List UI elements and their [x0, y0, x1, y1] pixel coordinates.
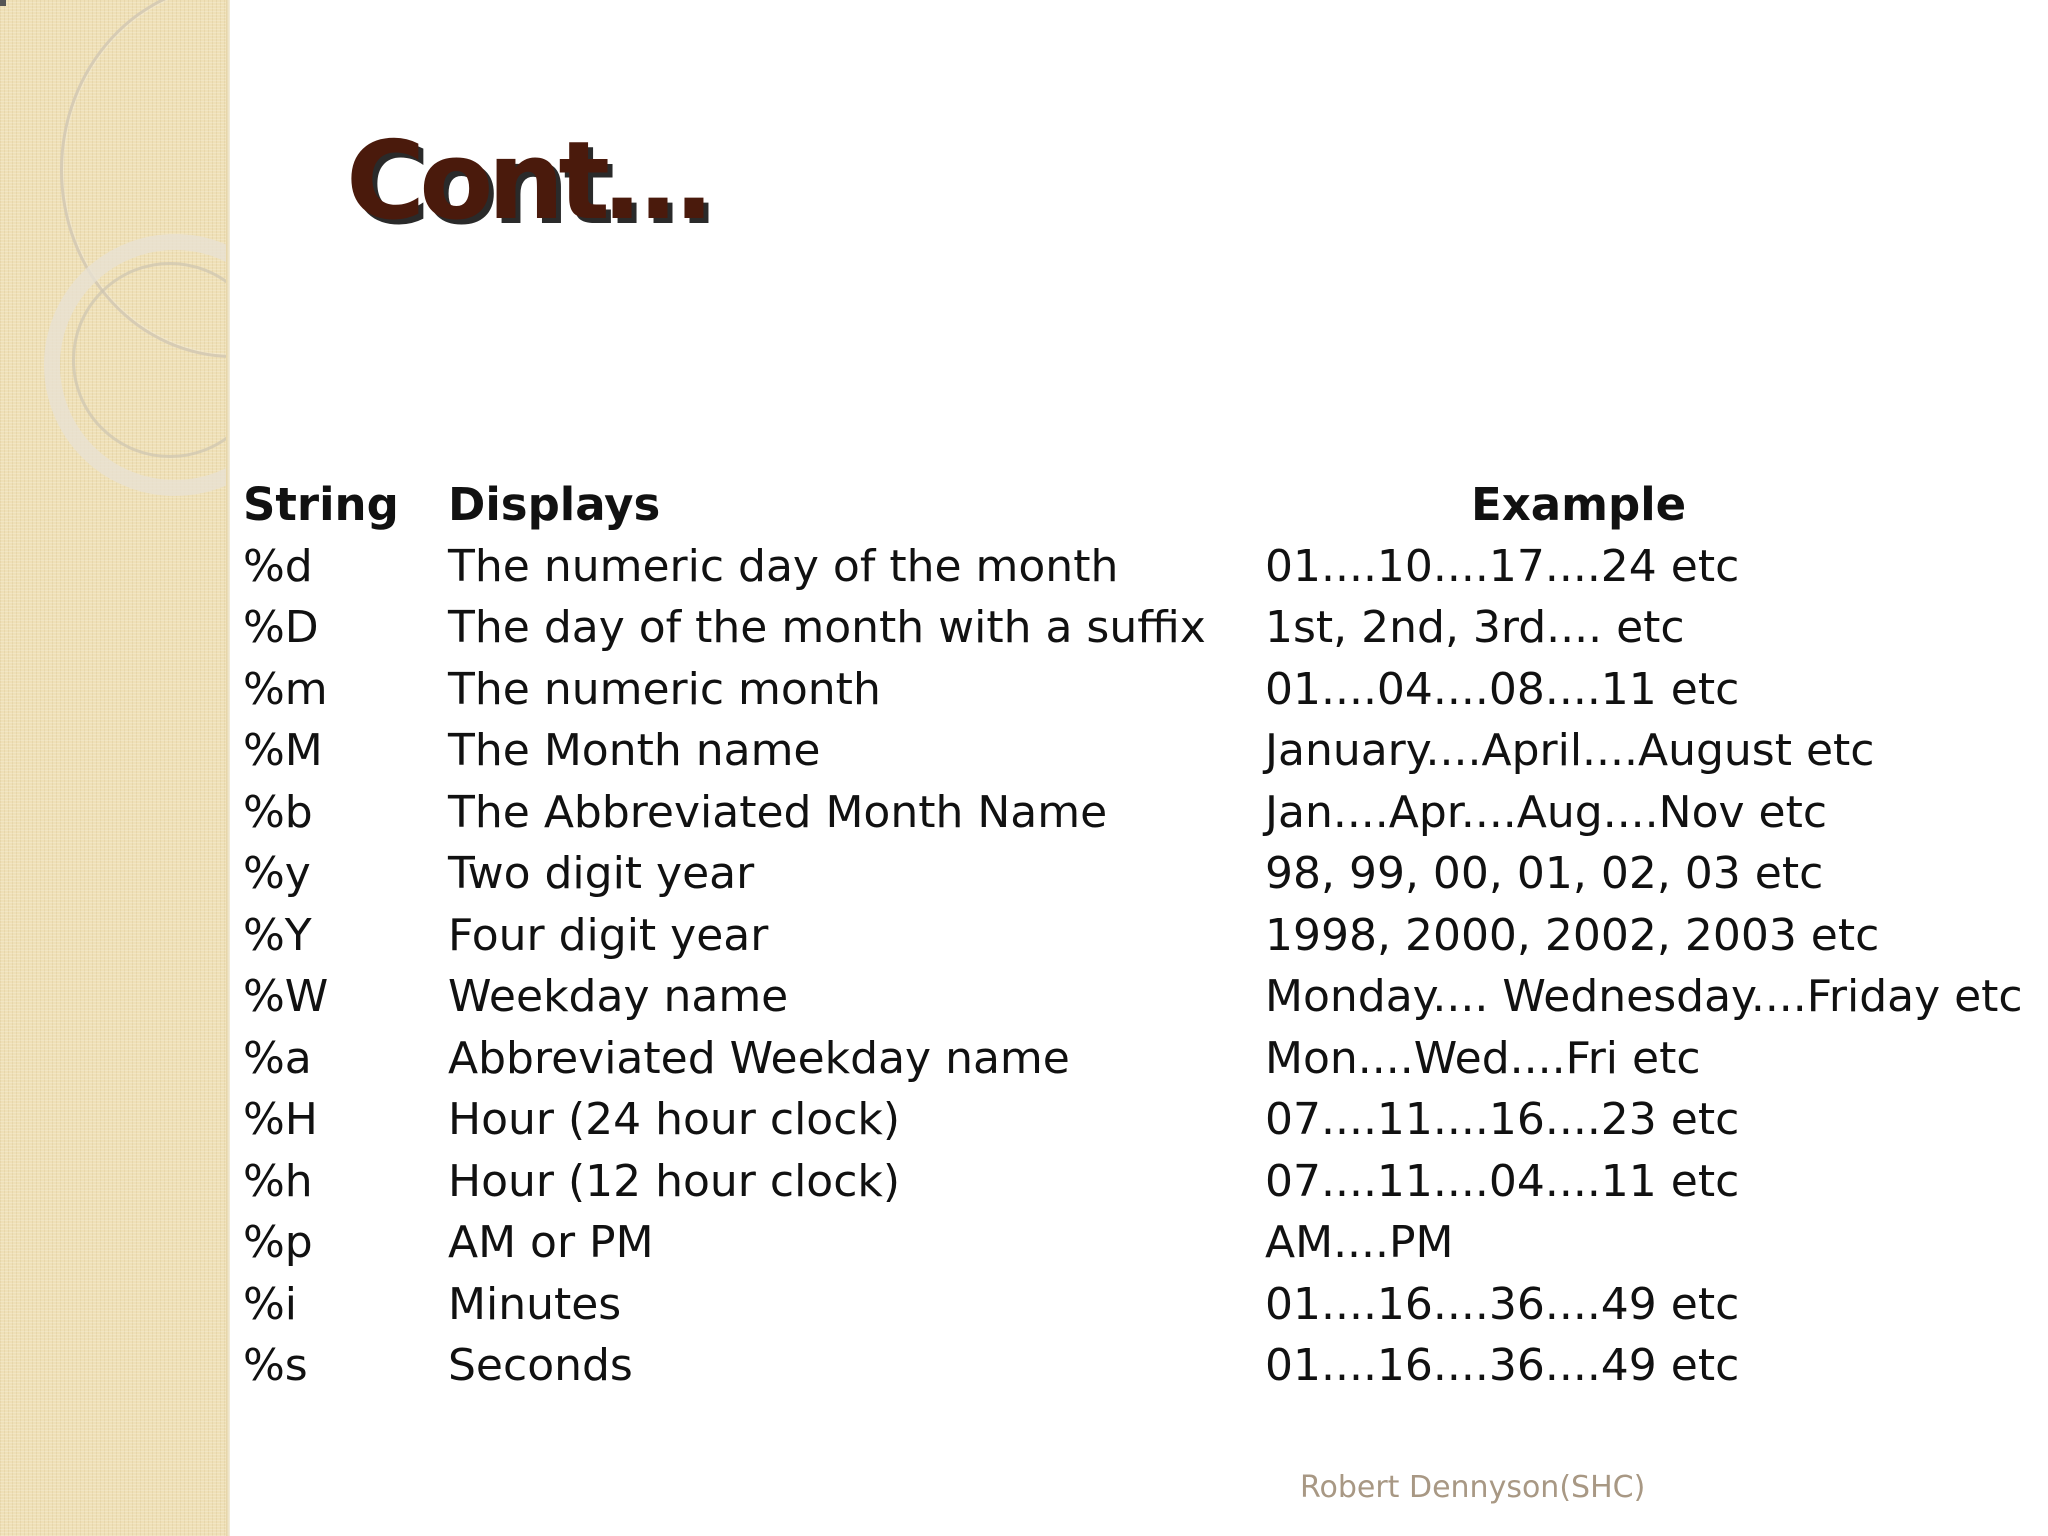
- cell-example: 1st, 2nd, 3rd.... etc: [1265, 602, 1685, 654]
- table-row: [243, 536, 2033, 598]
- cell-displays: The Abbreviated Month Name: [448, 786, 1108, 838]
- cell-example: 98, 99, 00, 01, 02, 03 etc: [1265, 848, 1824, 900]
- cell-displays: Two digit year: [448, 848, 755, 900]
- format-string-table: [243, 474, 2033, 1397]
- corner-mark: [0, 0, 6, 6]
- decorative-sidebar: [0, 0, 229, 1536]
- cell-example: 01....16....36....49 etc: [1265, 1278, 1740, 1330]
- cell-example: 1998, 2000, 2002, 2003 etc: [1265, 909, 1880, 961]
- table-row: [243, 1335, 2033, 1397]
- cell-example: 07....11....04....11 etc: [1265, 1155, 1740, 1207]
- cell-displays: The Month name: [448, 725, 821, 777]
- cell-string: %W: [243, 971, 329, 1023]
- cell-string: %M: [243, 725, 323, 777]
- table-row: [243, 720, 2033, 782]
- table-row: [243, 1151, 2033, 1213]
- cell-example: Mon....Wed....Fri etc: [1265, 1032, 1701, 1084]
- cell-displays: Four digit year: [448, 909, 769, 961]
- cell-example: 07....11....16....23 etc: [1265, 1094, 1740, 1146]
- table-row: [243, 1028, 2033, 1090]
- cell-displays: The numeric day of the month: [448, 540, 1119, 592]
- table-row: [243, 905, 2033, 967]
- cell-example: AM....PM: [1265, 1217, 1454, 1269]
- sidebar-edge: [226, 0, 230, 1536]
- table-row: [243, 1274, 2033, 1336]
- cell-string: %d: [243, 540, 313, 592]
- cell-string: %H: [243, 1094, 318, 1146]
- table-row: [243, 1212, 2033, 1274]
- table-row: [243, 1089, 2033, 1151]
- cell-string: %D: [243, 602, 319, 654]
- cell-string: %b: [243, 786, 313, 838]
- header-example: Example: [1471, 478, 1687, 532]
- cell-string: %i: [243, 1278, 298, 1330]
- cell-displays: The day of the month with a suffix: [448, 602, 1206, 654]
- header-string: String: [243, 478, 399, 532]
- cell-displays: Seconds: [448, 1340, 633, 1392]
- cell-string: %p: [243, 1217, 313, 1269]
- cell-displays: Abbreviated Weekday name: [448, 1032, 1070, 1084]
- slide-title: Cont…: [346, 119, 706, 244]
- cell-displays: Hour (24 hour clock): [448, 1094, 901, 1146]
- table-row: [243, 843, 2033, 905]
- cell-string: %Y: [243, 909, 312, 961]
- cell-example: 01....16....36....49 etc: [1265, 1340, 1740, 1392]
- cell-displays: The numeric month: [448, 663, 881, 715]
- cell-string: %a: [243, 1032, 312, 1084]
- cell-example: Monday.... Wednesday....Friday etc: [1265, 971, 2023, 1023]
- cell-string: %m: [243, 663, 328, 715]
- cell-displays: AM or PM: [448, 1217, 654, 1269]
- header-displays: Displays: [448, 478, 661, 532]
- cell-string: %h: [243, 1155, 313, 1207]
- cell-example: 01....10....17....24 etc: [1265, 540, 1740, 592]
- cell-displays: Weekday name: [448, 971, 789, 1023]
- cell-displays: Minutes: [448, 1278, 622, 1330]
- table-row: [243, 966, 2033, 1028]
- cell-example: January....April....August etc: [1265, 725, 1875, 777]
- cell-example: 01....04....08....11 etc: [1265, 663, 1740, 715]
- cell-displays: Hour (12 hour clock): [448, 1155, 901, 1207]
- table-row: [243, 782, 2033, 844]
- cell-example: Jan....Apr....Aug....Nov etc: [1265, 786, 1828, 838]
- table-row: [243, 659, 2033, 721]
- table-row: [243, 597, 2033, 659]
- footer-author: Robert Dennyson(SHC): [1300, 1470, 1646, 1505]
- table-header-row: [243, 474, 2033, 536]
- cell-string: %y: [243, 848, 311, 900]
- cell-string: %s: [243, 1340, 308, 1392]
